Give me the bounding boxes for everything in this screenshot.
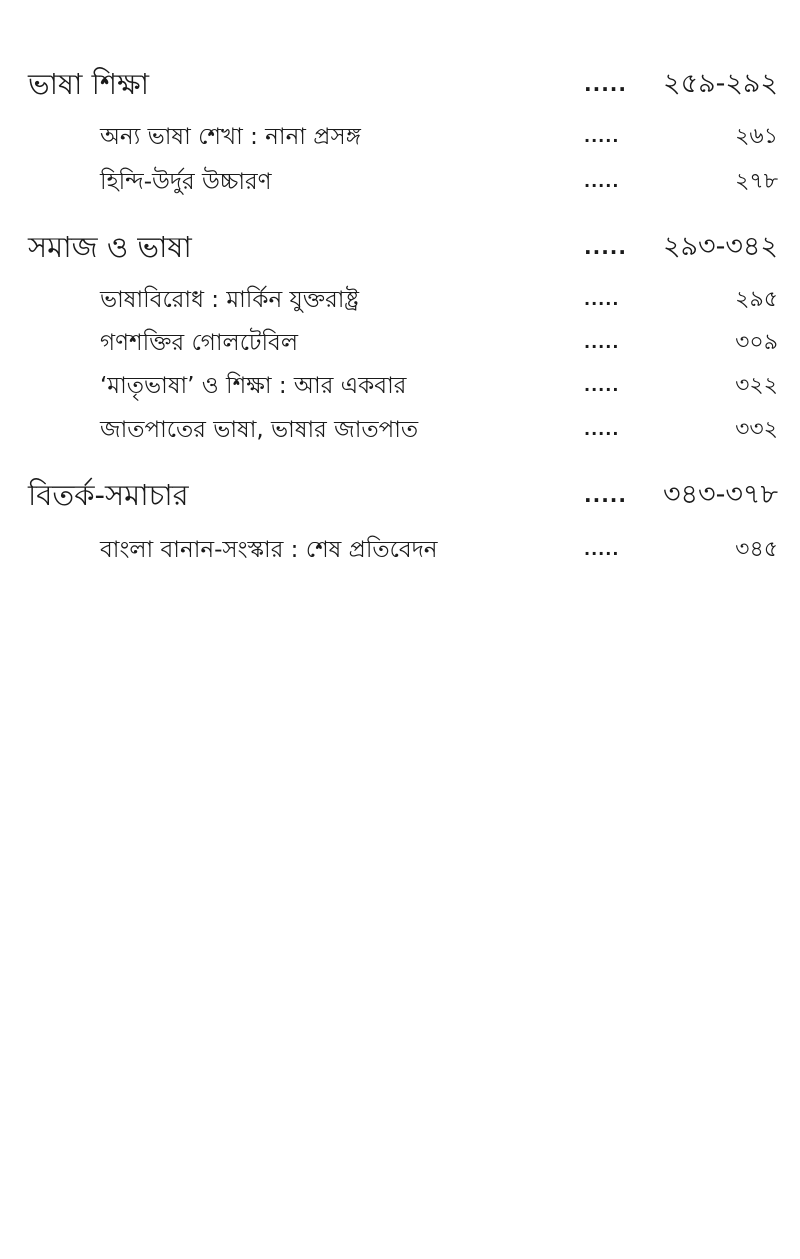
entry-title: গণশক্তির গোলটেবিল: [100, 330, 298, 356]
leader-dots: .....: [584, 483, 627, 507]
entry-title: বাংলা বানান-সংস্কার : শেষ প্রতিবেদন: [100, 537, 438, 563]
toc-entry: [0, 410, 800, 450]
toc-entry: [0, 366, 800, 406]
entry-page-number: ৩২২: [735, 373, 778, 398]
entry-page-number: ৩৪৫: [735, 537, 778, 562]
toc-entry: [0, 530, 800, 570]
toc-entry: [0, 162, 800, 202]
leader-dots: .....: [584, 376, 620, 395]
section-title: বিতর্ক-সমাচার: [28, 478, 189, 512]
leader-dots: .....: [584, 290, 620, 309]
entry-page-number: ৩০৯: [735, 330, 778, 355]
section-page-range: ২৫৯-২৯২: [663, 68, 778, 99]
section-title: ভাষা শিক্ষা: [28, 67, 149, 101]
toc-entry: [0, 117, 800, 157]
leader-dots: .....: [584, 540, 620, 559]
toc-entry: [0, 280, 800, 320]
entry-page-number: ৩৩২: [735, 417, 778, 442]
section-title: সমাজ ও ভাষা: [28, 230, 192, 264]
entry-title: অন্য ভাষা শেখা : নানা প্রসঙ্গ: [100, 124, 361, 150]
entry-page-number: ২৭৮: [735, 169, 778, 194]
toc-section-heading: [0, 475, 800, 515]
entry-title: ‘মাতৃভাষা’ ও শিক্ষা : আর একবার: [100, 373, 407, 399]
toc-section-heading: [0, 64, 800, 104]
entry-title: ভাষাবিরোধ : মার্কিন যুক্তরাষ্ট্র: [100, 287, 360, 313]
toc-section-heading: [0, 227, 800, 267]
leader-dots: .....: [584, 127, 620, 146]
entry-title: হিন্দি-উর্দুর উচ্চারণ: [100, 169, 272, 195]
leader-dots: .....: [584, 172, 620, 191]
section-page-range: ৩৪৩-৩৭৮: [662, 479, 778, 510]
leader-dots: .....: [584, 235, 627, 259]
entry-title: জাতপাতের ভাষা, ভাষার জাতপাত: [100, 417, 419, 443]
leader-dots: .....: [584, 420, 620, 439]
section-page-range: ২৯৩-৩৪২: [662, 231, 778, 262]
entry-page-number: ২৯৫: [735, 287, 778, 312]
leader-dots: .....: [584, 72, 627, 96]
leader-dots: .....: [584, 333, 620, 352]
toc-entry: [0, 323, 800, 363]
entry-page-number: ২৬১: [735, 124, 778, 149]
